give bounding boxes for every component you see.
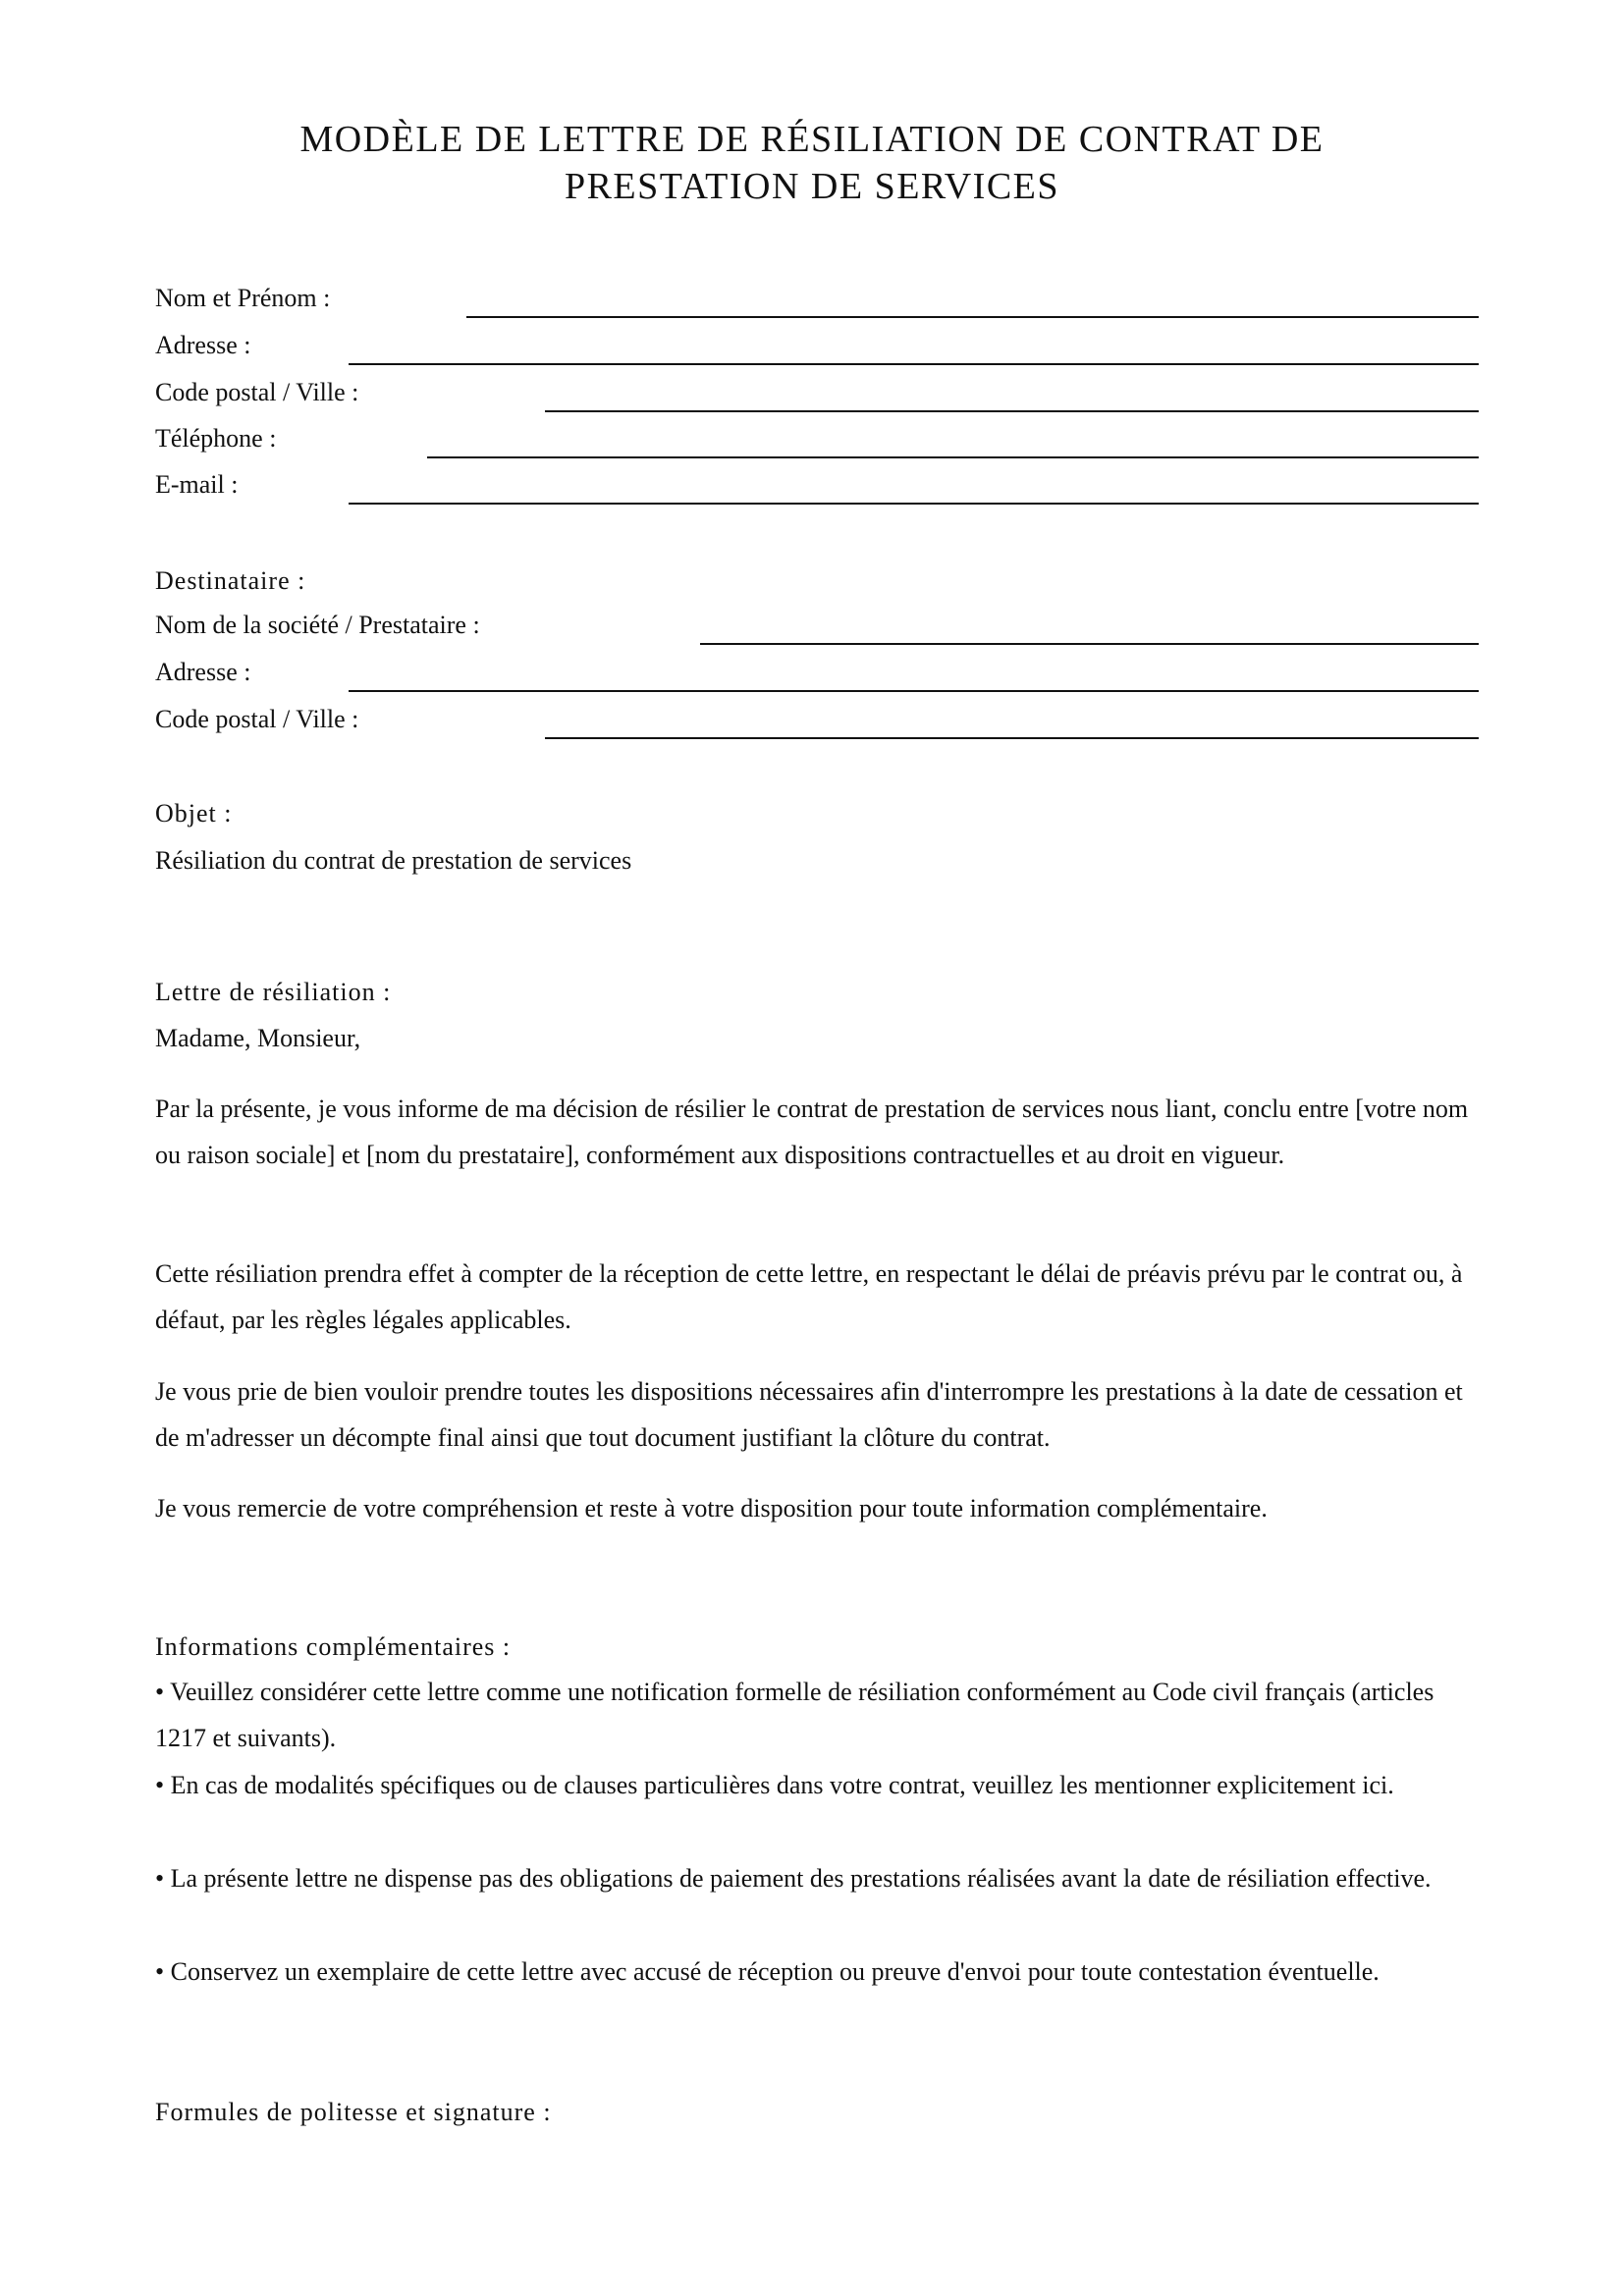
sender-postal-line [545,410,1479,412]
sender-name-label: Nom et Prénom : [155,284,331,312]
sender-phone-line [427,456,1479,458]
sender-address-field [155,331,1479,370]
sender-name-line [466,316,1479,318]
subject-text: Résiliation du contrat de prestation de services [155,846,632,875]
letter-paragraph [155,1086,1490,1178]
recipient-address-label: Adresse : [155,658,251,686]
recipient-company-line [700,643,1479,645]
bullet-text: • Veuillez considérer cette lettre comme une notification formelle de résiliation conformément au Code civil français (articles 1217 et suivants). [155,1678,1435,1752]
sender-phone-label: Téléphone : [155,424,277,453]
letter-paragraph [155,1368,1490,1461]
info-bullet [155,1855,1490,1901]
closing-heading: Formules de politesse et signature : [155,2098,552,2126]
letter-paragraph [155,1251,1490,1343]
paragraph-text: Je vous prie de bien vouloir prendre toutes les dispositions nécessaires afin d'interrompre les prestations à la date de cessation et de m'adresser un décompte final ainsi que tout document justifiant la clôture du contrat. [155,1377,1463,1452]
recipient-address-field [155,658,1479,697]
sender-name-field [155,284,1479,323]
paragraph-text: Par la présente, je vous informe de ma décision de résilier le contrat de prestation de services nous liant, conclu entre [votre nom ou raison sociale] et [nom du prestataire], conformément aux dispositions contractuelles et au droit en vigueur. [155,1095,1469,1169]
info-bullet [155,1949,1490,1995]
title-line-2: PRESTATION DE SERVICES [564,166,1060,207]
salutation: Madame, Monsieur, [155,1024,361,1052]
info-heading: Informations complémentaires : [155,1632,512,1661]
recipient-address-line [349,690,1479,692]
sender-email-label: E-mail : [155,470,239,499]
paragraph-text: Cette résiliation prendra effet à compter de la réception de cette lettre, en respectant le délai de préavis prévu par le contrat ou, à défaut, par les règles légales applicables. [155,1259,1463,1334]
recipient-postal-field [155,705,1479,744]
recipient-heading: Destinataire : [155,566,306,595]
letter-paragraph [155,1485,1490,1531]
info-bullet [155,1669,1490,1761]
recipient-company-field [155,611,1479,650]
bullet-text: • Conservez un exemplaire de cette lettre avec accusé de réception ou preuve d'envoi pour toute contestation éventuelle. [155,1957,1380,1986]
sender-postal-field [155,378,1479,417]
recipient-postal-line [545,737,1479,739]
document-title [0,116,1624,210]
sender-email-field [155,470,1479,509]
sender-postal-label: Code postal / Ville : [155,378,359,406]
letter-heading: Lettre de résiliation : [155,978,392,1006]
sender-address-line [349,363,1479,365]
recipient-company-label: Nom de la société / Prestataire : [155,611,480,639]
recipient-postal-label: Code postal / Ville : [155,705,359,733]
info-bullet [155,1762,1490,1808]
subject-heading: Objet : [155,799,233,828]
sender-address-label: Adresse : [155,331,251,359]
bullet-text: • En cas de modalités spécifiques ou de clauses particulières dans votre contrat, veuillez les mentionner explicitement ici. [155,1771,1394,1799]
bullet-text: • La présente lettre ne dispense pas des obligations de paiement des prestations réalisées avant la date de résiliation effective. [155,1864,1432,1893]
paragraph-text: Je vous remercie de votre compréhension et reste à votre disposition pour toute information complémentaire. [155,1494,1268,1522]
title-line-1: MODÈLE DE LETTRE DE RÉSILIATION DE CONTRAT DE [299,119,1325,160]
sender-phone-field [155,424,1479,463]
sender-email-line [349,503,1479,505]
